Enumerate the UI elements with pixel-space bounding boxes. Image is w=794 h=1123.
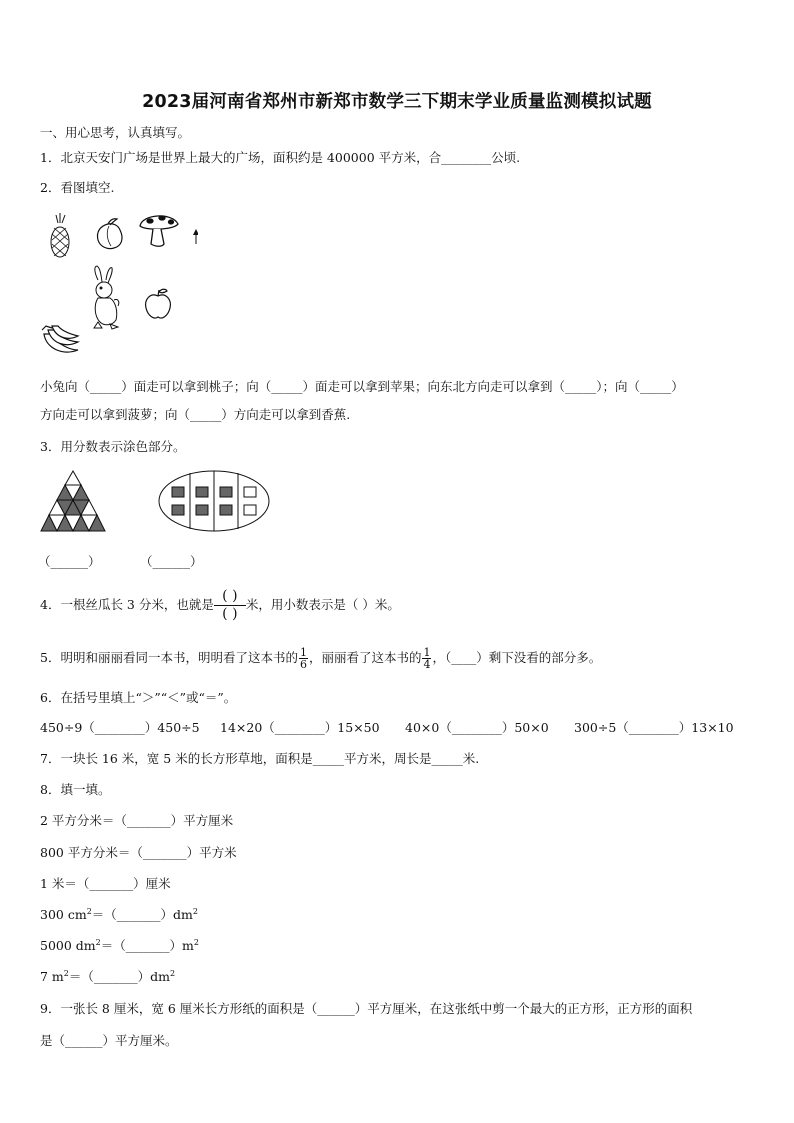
unit-right: ＝（_______）dm bbox=[91, 907, 193, 922]
question-9: 9．一张长 8 厘米，宽 6 厘米长方形纸的面积是（______）平方厘米，在这张纸中剪一个最大的正方形，正方形的面积 bbox=[40, 1001, 693, 1016]
fraction-one-quarter bbox=[422, 647, 431, 670]
mushroom-icon bbox=[140, 216, 178, 246]
question-9-cont: 是（______）平方厘米。 bbox=[40, 1033, 178, 1048]
exponent: 2 bbox=[192, 906, 198, 916]
question-8-unit-line bbox=[40, 905, 198, 923]
pineapple-icon bbox=[51, 213, 69, 257]
fraction-numerator: 1 bbox=[423, 646, 431, 659]
question-3-blank-a[interactable]: （______） bbox=[38, 554, 101, 569]
question-8-line: 800 平方分米＝（_______）平方米 bbox=[40, 845, 237, 860]
exponent: 2 bbox=[193, 937, 199, 947]
question-6-item: 14×20（________）15×50 bbox=[220, 720, 380, 735]
question-4-fraction-blank[interactable] bbox=[214, 588, 246, 623]
fraction-figures bbox=[40, 467, 280, 539]
question-4-text-b: 米，用小数表示是（ ）米。 bbox=[245, 597, 400, 612]
fraction-bottom-blank: ( ) bbox=[222, 606, 238, 622]
question-6-heading: 6．在括号里填上“＞”“＜”或“＝”。 bbox=[40, 690, 237, 705]
question-2-text: 小兔向（_____）面走可以拿到桃子；向（_____）面走可以拿到苹果；向东北方向走可以拿到（_____）；向（_____） bbox=[40, 379, 684, 394]
question-6-item: 300÷5（________）13×10 bbox=[574, 720, 734, 735]
direction-picture bbox=[38, 210, 198, 360]
question-2-heading: 2．看图填空. bbox=[40, 180, 115, 195]
question-8-unit-line bbox=[40, 936, 199, 954]
question-5-text-a: 5．明明和丽丽看同一本书，明明看了这本书的 bbox=[40, 650, 298, 665]
question-5-text-c: ，（____）剩下没看的部分多。 bbox=[432, 650, 602, 665]
shaded-squares-ellipse bbox=[159, 471, 269, 531]
question-8-unit-line bbox=[40, 967, 175, 985]
question-1: 1．北京天安门广场是世界上最大的广场，面积约是 400000 平方米，合________公顷. bbox=[40, 150, 521, 165]
question-4-text-a: 4．一根丝瓜长 3 分米，也就是 bbox=[40, 597, 214, 612]
rabbit-icon bbox=[94, 266, 119, 329]
unit-right: ＝（_______）m bbox=[100, 938, 194, 953]
unit-left: 300 cm bbox=[40, 907, 87, 922]
exponent: 2 bbox=[95, 937, 101, 947]
unit-left: 5000 dm bbox=[40, 938, 96, 953]
question-7: 7．一块长 16 米，宽 5 米的长方形草地，面积是_____平方米，周长是_____米. bbox=[40, 751, 480, 766]
north-arrow-icon bbox=[193, 229, 198, 244]
question-3-blank-b[interactable]: （______） bbox=[140, 554, 203, 569]
question-8-line: 1 米＝（_______）厘米 bbox=[40, 876, 171, 891]
question-6-item: 450÷9（________）450÷5 bbox=[40, 720, 200, 735]
page-title: 2023届河南省郑州市新郑市数学三下期末学业质量监测模拟试题 bbox=[142, 92, 652, 112]
banana-icon bbox=[42, 326, 78, 352]
question-2-text-cont: 方向走可以拿到菠萝；向（_____）方向走可以拿到香蕉. bbox=[40, 407, 351, 422]
question-8-line: 2 平方分米＝（_______）平方厘米 bbox=[40, 813, 234, 828]
unit-right: ＝（_______）dm bbox=[68, 969, 170, 984]
question-3-heading: 3．用分数表示涂色部分。 bbox=[40, 439, 186, 454]
peach-icon bbox=[97, 219, 122, 249]
fraction-denominator: 4 bbox=[423, 658, 431, 671]
question-4 bbox=[40, 588, 400, 623]
question-5-text-b: ，丽丽看了这本书的 bbox=[308, 650, 422, 665]
question-6-item: 40×0（________）50×0 bbox=[405, 720, 549, 735]
fraction-top-blank: ( ) bbox=[214, 588, 246, 606]
apple-icon bbox=[146, 289, 171, 318]
fraction-numerator: 1 bbox=[299, 646, 307, 659]
exponent: 2 bbox=[86, 906, 92, 916]
exponent: 2 bbox=[63, 968, 69, 978]
section-heading: 一、用心思考，认真填写。 bbox=[40, 125, 191, 140]
question-8-heading: 8．填一填。 bbox=[40, 782, 111, 797]
fraction-one-sixth bbox=[299, 647, 308, 670]
exponent: 2 bbox=[169, 968, 176, 978]
question-5 bbox=[40, 643, 601, 673]
fraction-denominator: 6 bbox=[299, 658, 307, 671]
unit-left: 7 m bbox=[40, 969, 64, 984]
shaded-triangle bbox=[41, 471, 105, 531]
